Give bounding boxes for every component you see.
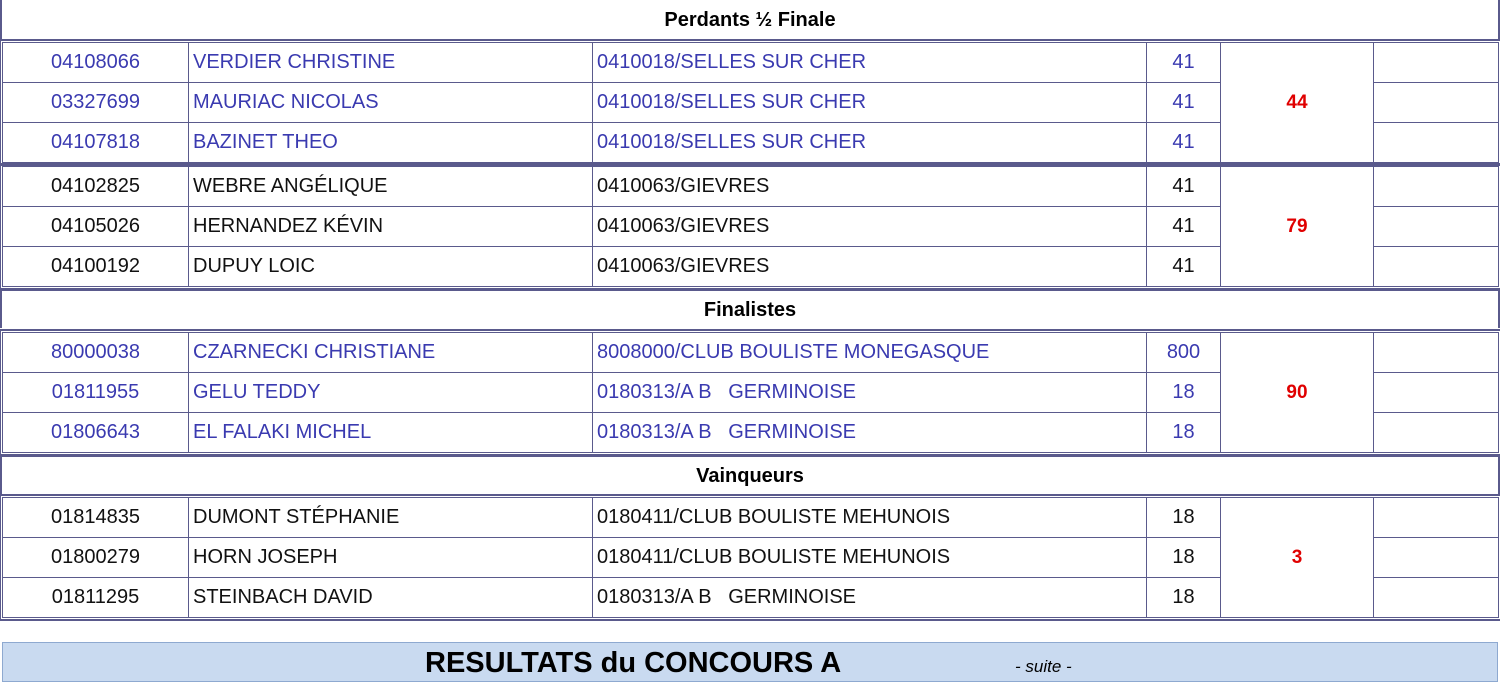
club-cell: 0180411/CLUB BOULISTE MEHUNOIS [593, 538, 1147, 578]
club-cell: 0410018/SELLES SUR CHER [593, 123, 1147, 163]
licence-cell: 04102825 [3, 167, 189, 207]
empty-cell [1374, 83, 1499, 123]
dept-cell: 41 [1147, 123, 1221, 163]
team-table [2, 497, 1499, 618]
club-cell: 0180313/A B GERMINOISE [593, 373, 1147, 413]
dept-cell: 800 [1147, 333, 1221, 373]
table-row [3, 498, 1499, 538]
empty-cell [1374, 538, 1499, 578]
player-name-cell: WEBRE ANGÉLIQUE [189, 167, 593, 207]
dept-cell: 41 [1147, 247, 1221, 287]
player-name-cell: VERDIER CHRISTINE [189, 43, 593, 83]
licence-cell: 01811295 [3, 578, 189, 618]
player-name-cell: DUPUY LOIC [189, 247, 593, 287]
empty-cell [1374, 167, 1499, 207]
club-cell: 8008000/CLUB BOULISTE MONEGASQUE [593, 333, 1147, 373]
team-score: 90 [1221, 333, 1374, 453]
empty-cell [1374, 207, 1499, 247]
empty-cell [1374, 247, 1499, 287]
table-row [3, 43, 1499, 83]
player-name-cell: MAURIAC NICOLAS [189, 83, 593, 123]
club-cell: 0410018/SELLES SUR CHER [593, 83, 1147, 123]
player-name-cell: HERNANDEZ KÉVIN [189, 207, 593, 247]
section-title-vainqueurs: Vainqueurs [0, 456, 1500, 494]
club-cell: 0410063/GIEVRES [593, 247, 1147, 287]
empty-cell [1374, 413, 1499, 453]
player-name-cell: STEINBACH DAVID [189, 578, 593, 618]
team-table [2, 166, 1499, 287]
player-name-cell: HORN JOSEPH [189, 538, 593, 578]
club-cell: 0180411/CLUB BOULISTE MEHUNOIS [593, 498, 1147, 538]
player-name-cell: CZARNECKI CHRISTIANE [189, 333, 593, 373]
dept-cell: 18 [1147, 373, 1221, 413]
empty-cell [1374, 498, 1499, 538]
licence-cell: 04100192 [3, 247, 189, 287]
empty-cell [1374, 373, 1499, 413]
licence-cell: 04108066 [3, 43, 189, 83]
dept-cell: 18 [1147, 538, 1221, 578]
club-cell: 0180313/A B GERMINOISE [593, 413, 1147, 453]
dept-cell: 41 [1147, 83, 1221, 123]
licence-cell: 80000038 [3, 333, 189, 373]
team-table [2, 42, 1499, 163]
licence-cell: 01806643 [3, 413, 189, 453]
dept-cell: 41 [1147, 167, 1221, 207]
empty-cell [1374, 43, 1499, 83]
licence-cell: 01814835 [3, 498, 189, 538]
player-name-cell: DUMONT STÉPHANIE [189, 498, 593, 538]
table-row [3, 167, 1499, 207]
player-name-cell: BAZINET THEO [189, 123, 593, 163]
licence-cell: 01811955 [3, 373, 189, 413]
empty-cell [1374, 333, 1499, 373]
club-cell: 0410063/GIEVRES [593, 167, 1147, 207]
licence-cell: 01800279 [3, 538, 189, 578]
results-header-band [2, 642, 1498, 682]
team-score: 79 [1221, 167, 1374, 287]
empty-cell [1374, 578, 1499, 618]
player-name-cell: EL FALAKI MICHEL [189, 413, 593, 453]
team-score: 44 [1221, 43, 1374, 163]
dept-cell: 18 [1147, 413, 1221, 453]
results-title: RESULTATS du CONCOURS A [425, 647, 842, 679]
section-title-finalistes: Finalistes [0, 290, 1500, 328]
team-table [2, 332, 1499, 453]
table-row [3, 333, 1499, 373]
empty-cell [1374, 123, 1499, 163]
licence-cell: 03327699 [3, 83, 189, 123]
player-name-cell: GELU TEDDY [189, 373, 593, 413]
section-title-perdants: Perdants ½ Finale [0, 0, 1500, 40]
results-suite-label: - suite - [1015, 657, 1072, 676]
dept-cell: 18 [1147, 498, 1221, 538]
dept-cell: 41 [1147, 43, 1221, 83]
club-cell: 0410018/SELLES SUR CHER [593, 43, 1147, 83]
team-score: 3 [1221, 498, 1374, 618]
club-cell: 0180313/A B GERMINOISE [593, 578, 1147, 618]
dept-cell: 41 [1147, 207, 1221, 247]
dept-cell: 18 [1147, 578, 1221, 618]
licence-cell: 04105026 [3, 207, 189, 247]
licence-cell: 04107818 [3, 123, 189, 163]
club-cell: 0410063/GIEVRES [593, 207, 1147, 247]
